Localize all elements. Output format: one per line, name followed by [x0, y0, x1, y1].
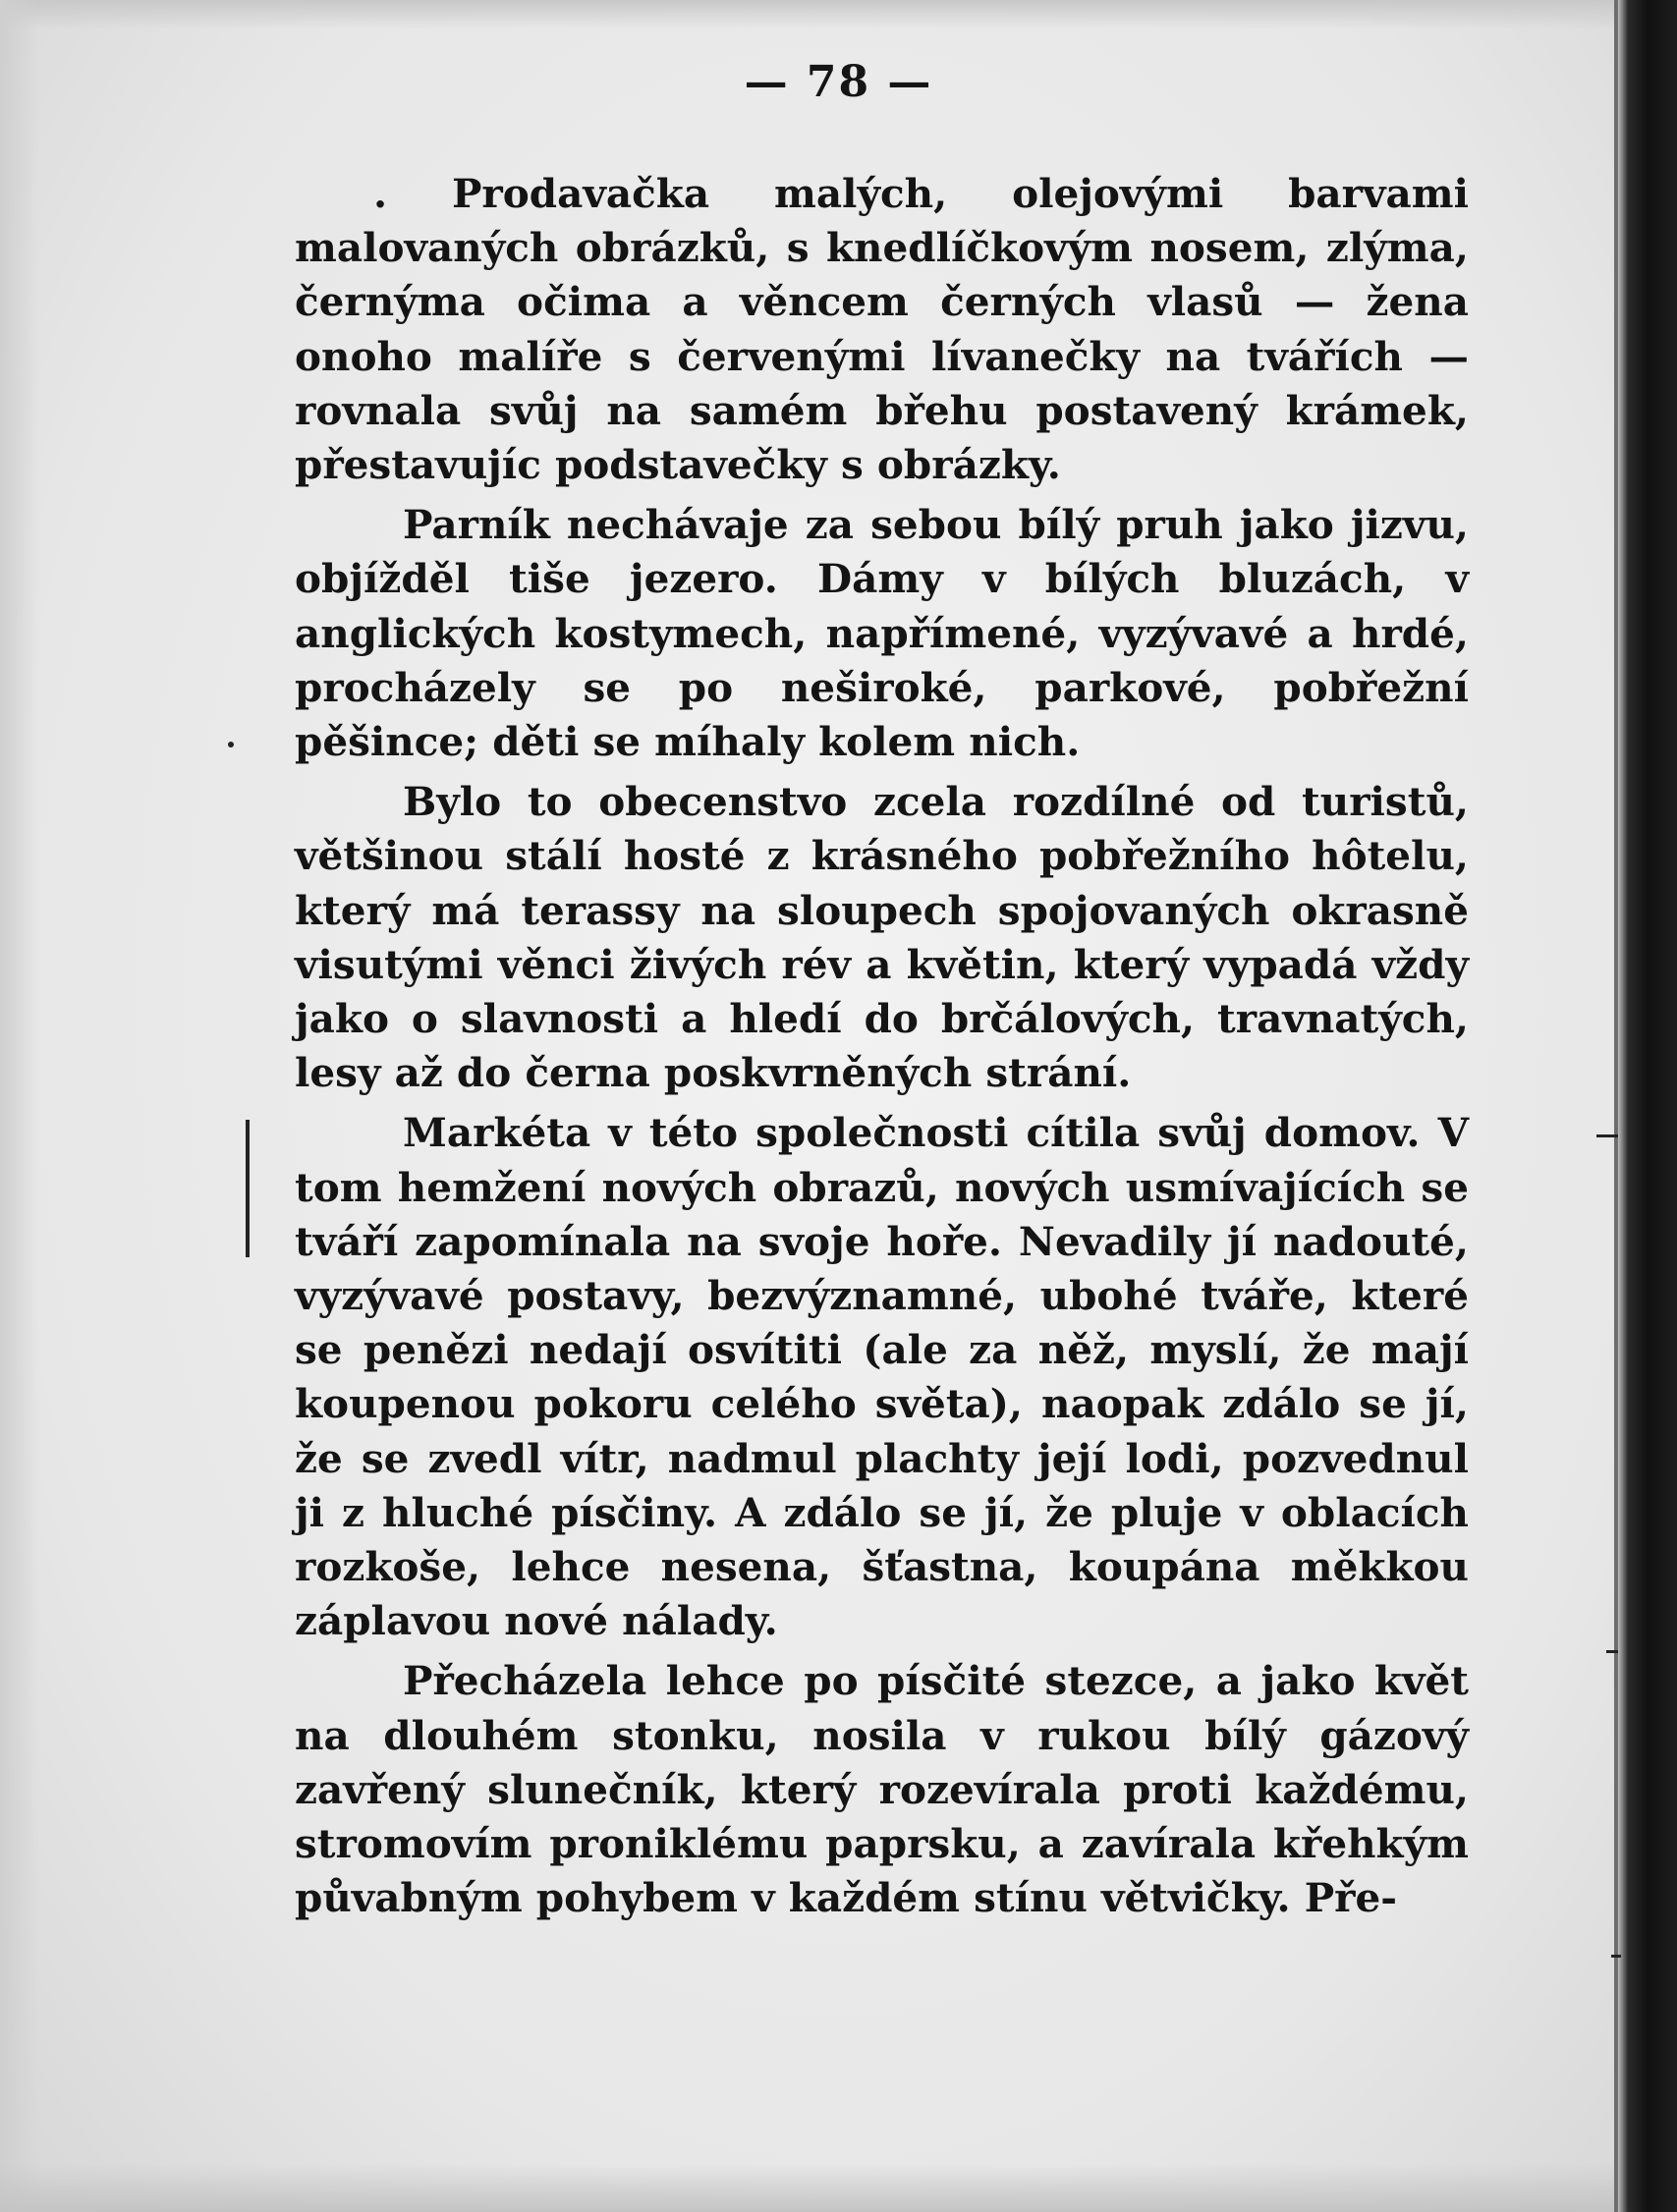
page-number: — 78 — — [744, 57, 933, 107]
page-bottom-shadow — [0, 2163, 1618, 2212]
paragraph: Markéta v této společnosti cítila svůj domov. V tom hemžení nových obrazů, nových usmívajících se tváří zapomínala na svoje hoře. Nevadily jí nadouté, vyzývavé postavy, bezvýznamné, ubohé tváře, které se penězi nedají osvítiti (ale za něž, myslí, že mají koupenou pokoru celého světa), naopak zdálo se jí, že se zvedl vítr, nadmul plachty její lodi, pozvednul ji z hluché písčiny. A zdálo se jí, že pluje v oblacích rozkoše, lehce nesena, šťastna, koupána měkkou záplavou nové nálady. — [295, 1109, 1469, 1645]
margin-dot-1 — [228, 742, 234, 747]
paragraph: Přecházela lehce po písčité stezce, a jako květ na dlouhém stonku, nosila v rukou bílý gázový zavřený slunečník, který rozevírala proti každému, stromovím proniklému paprsku, a zavírala křehkým půvabným pohybem v každém stínu větvičky. Pře- — [295, 1657, 1469, 1922]
margin-mark-left — [246, 1120, 250, 1257]
page-top-shadow — [0, 0, 1618, 29]
paragraph: . Prodavačka malých, olejovými barvami malovaných obrázků, s knedlíčkovým nosem, zlýma, černýma očima a věncem černých vlasů — žena onoho malíře s červenými lívanečky na tvářích — rovnala svůj na samém břehu postavený krámek, přestavujíc podstavečky s obrázky. — [295, 170, 1469, 489]
paragraph: Parník nechávaje za sebou bílý pruh jako jizvu, objížděl tiše jezero. Dámy v bílých bluzách, v anglických kostymech, napřímené, vyzývavé a hrdé, procházely se po neširoké, parkové, pobřežní pěšince; děti se míhaly kolem nich. — [295, 501, 1469, 766]
margin-dash-2 — [1606, 1650, 1618, 1653]
body-text — [295, 167, 1469, 1926]
margin-dash-3 — [1611, 1955, 1621, 1958]
page-left-shadow — [0, 0, 39, 2212]
paragraph: Bylo to obecenstvo zcela rozdílné od turistů, většinou stálí hosté z krásného pobřežního hôtelu, který má terassy na sloupech spojovaných okrasně visutými věnci živých rév a květin, který vypadá vždy jako o slavnosti a hledí do brčálových, travnatých, lesy až do černa poskvrněných strání. — [295, 778, 1469, 1097]
margin-dash-1 — [1596, 1134, 1618, 1137]
binding-shadow — [1618, 0, 1677, 2212]
